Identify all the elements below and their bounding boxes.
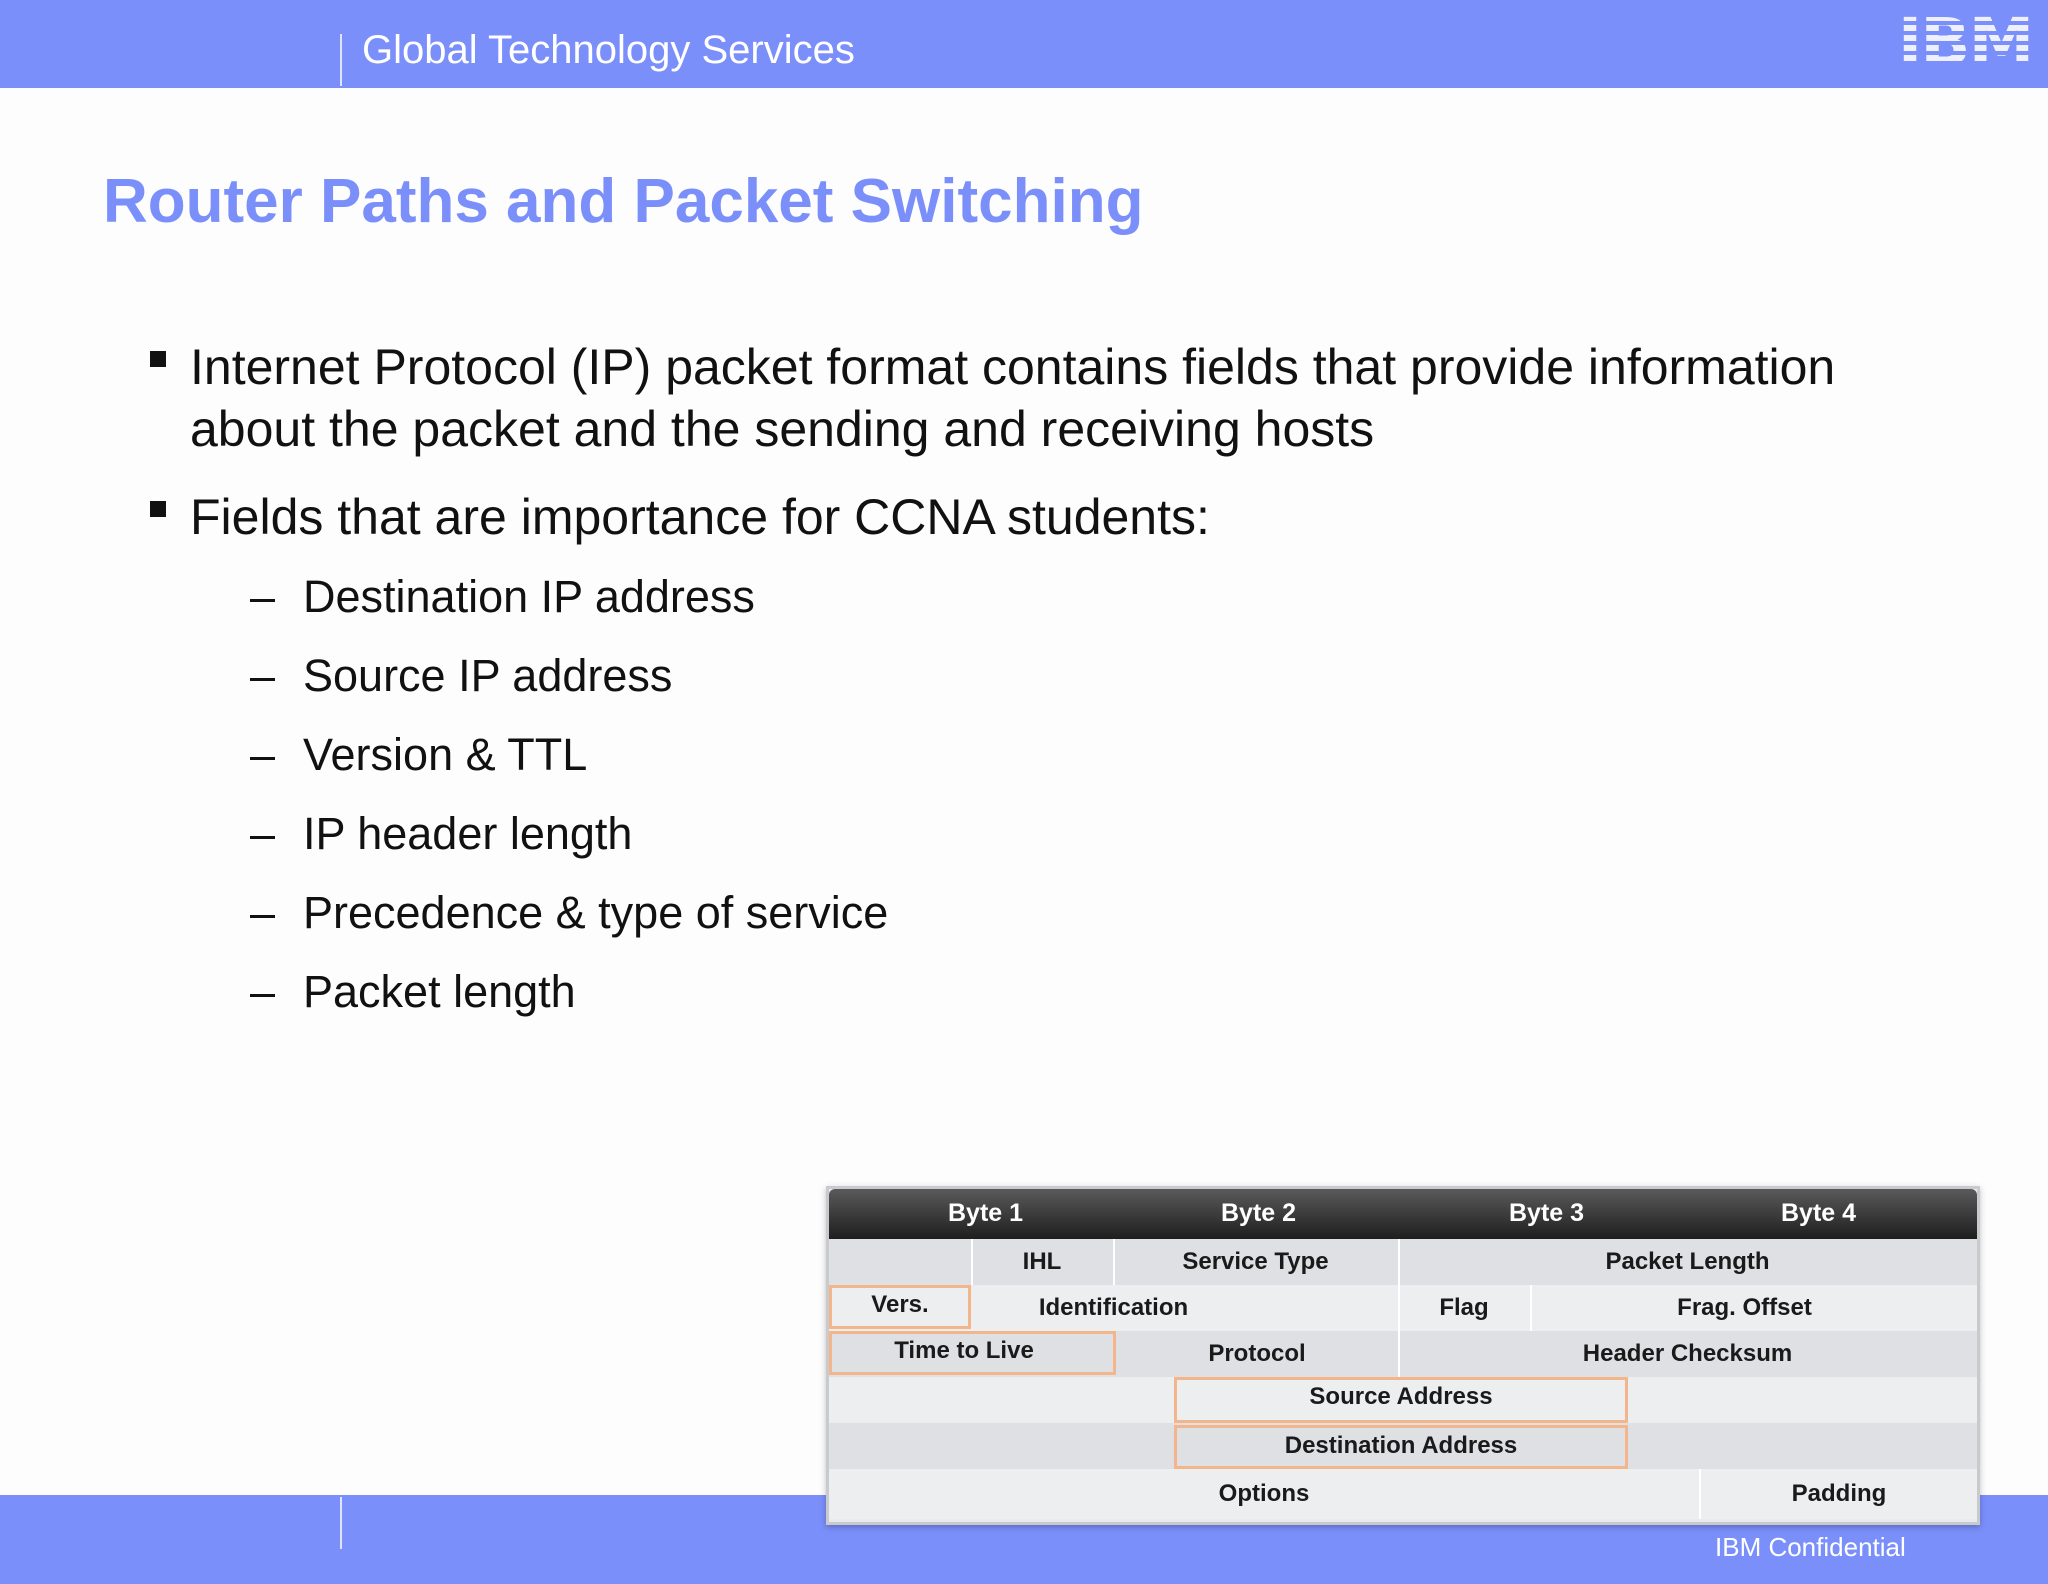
ip-header-diagram xyxy=(826,1186,1980,1525)
field-service-type: Service Type xyxy=(1182,1248,1329,1275)
dash-icon: – xyxy=(250,887,276,938)
dash-icon: – xyxy=(250,808,276,859)
dash-icon: – xyxy=(250,966,276,1017)
field-identification: Identification xyxy=(1038,1294,1189,1321)
field-flag: Flag xyxy=(1439,1294,1489,1321)
footer-divider xyxy=(340,1497,342,1549)
field-protocol: Protocol xyxy=(1208,1340,1306,1367)
ibm-logo xyxy=(1895,12,2035,74)
field-padding: Padding xyxy=(1791,1480,1887,1507)
dash-icon: – xyxy=(250,571,276,622)
field-header-checksum: Header Checksum xyxy=(1582,1340,1793,1367)
byte-label: Byte 3 xyxy=(1509,1199,1585,1227)
dash-icon: – xyxy=(250,650,276,701)
header-row xyxy=(829,1331,1977,1377)
byte-label: Byte 2 xyxy=(1221,1199,1297,1227)
bullet-1: Internet Protocol (IP) packet format contains fields that provide information about the packet and the sending and receiving hosts xyxy=(190,339,1836,457)
sub-item: Source IP address xyxy=(303,650,673,701)
slide-title: Router Paths and Packet Switching xyxy=(103,167,1144,236)
header-divider xyxy=(340,34,342,86)
confidential-label: IBM Confidential xyxy=(1715,1532,1906,1562)
header-bar xyxy=(0,0,2048,88)
field-packet-length: Packet Length xyxy=(1605,1248,1770,1275)
dash-icon: – xyxy=(250,729,276,780)
org-name: Global Technology Services xyxy=(362,28,855,72)
field-options: Options xyxy=(1218,1480,1310,1507)
header-row xyxy=(829,1423,1977,1469)
field-highlight xyxy=(829,1285,971,1329)
bullet-icon xyxy=(150,351,166,367)
bullet-icon xyxy=(150,501,166,517)
byte-header xyxy=(829,1189,1977,1239)
field-ihl: IHL xyxy=(1022,1248,1062,1275)
sub-item: Precedence & type of service xyxy=(303,887,889,938)
field-highlight xyxy=(829,1331,1116,1375)
bullet-2: Fields that are importance for CCNA students: xyxy=(190,489,1210,545)
byte-label: Byte 1 xyxy=(948,1199,1024,1227)
byte-label: Byte 4 xyxy=(1781,1199,1857,1227)
header-row xyxy=(829,1469,1977,1519)
sub-item: Version & TTL xyxy=(303,729,588,780)
field-ttl: Time to Live xyxy=(894,1337,1034,1364)
sub-item: IP header length xyxy=(303,808,633,859)
field-destination-address: Destination Address xyxy=(1284,1432,1518,1459)
sub-item: Packet length xyxy=(303,966,576,1017)
header-row xyxy=(829,1285,1977,1331)
field-source-address: Source Address xyxy=(1309,1383,1493,1410)
header-row xyxy=(829,1239,1977,1285)
field-frag-offset: Frag. Offset xyxy=(1677,1294,1812,1321)
header-row xyxy=(829,1377,1977,1423)
sub-item: Destination IP address xyxy=(303,571,755,622)
field-vers: Vers. xyxy=(871,1291,929,1318)
